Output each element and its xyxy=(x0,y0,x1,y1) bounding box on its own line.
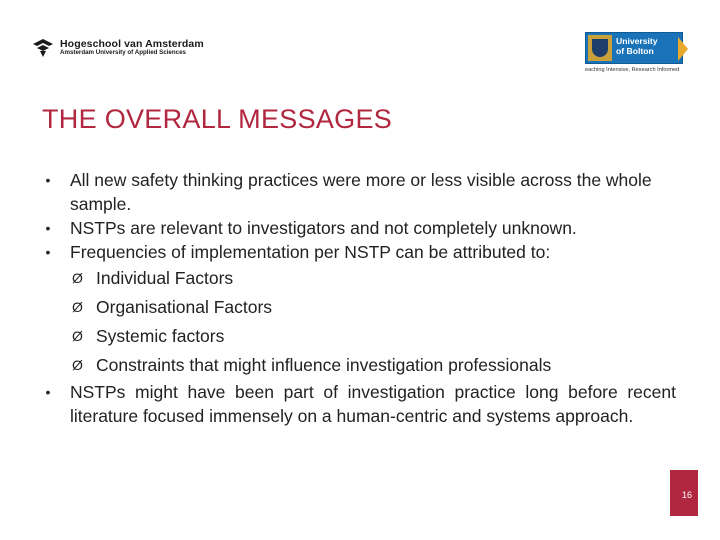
bullet-text: NSTPs might have been part of investigation practice long before recent literature focused immensely on a human-centric and systems approach. xyxy=(70,382,676,426)
hva-name: Hogeschool van Amsterdam xyxy=(60,38,204,51)
bolton-shield-icon xyxy=(588,35,612,61)
bolton-name-line2: of Bolton xyxy=(616,46,654,57)
bullet-item xyxy=(26,380,676,428)
bolton-name-line1: University xyxy=(616,36,658,46)
bullet-item xyxy=(26,168,676,216)
bullet-text: NSTPs are relevant to investigators and not completely unknown. xyxy=(70,218,577,238)
bullet-icon: • xyxy=(45,244,51,260)
arrow-bullet-icon: Ø xyxy=(72,328,83,344)
arrow-bullet-icon: Ø xyxy=(72,357,83,373)
hva-logo-text xyxy=(60,39,204,57)
sub-bullet-list xyxy=(26,264,676,380)
slide-content xyxy=(26,168,676,428)
bolton-name xyxy=(616,36,658,57)
bullet-icon: • xyxy=(45,172,51,188)
bolton-logo xyxy=(585,32,685,73)
hva-mark-icon xyxy=(32,38,54,58)
arrow-bullet-icon: Ø xyxy=(72,299,83,315)
hva-subtitle: Amsterdam University of Applied Sciences xyxy=(60,49,186,57)
sub-bullet-item xyxy=(26,322,676,351)
sub-bullet-item xyxy=(26,293,676,322)
arrow-bullet-icon: Ø xyxy=(72,270,83,286)
sub-bullet-item xyxy=(26,264,676,293)
sub-bullet-text: Individual Factors xyxy=(96,268,234,288)
page-number: 16 xyxy=(681,490,692,500)
bullet-item xyxy=(26,216,676,240)
slide-title: THE OVERALL MESSAGES xyxy=(42,104,393,134)
bullet-icon: • xyxy=(45,220,51,236)
bullet-text: All new safety thinking practices were more or less visible across the whole sample. xyxy=(70,170,652,214)
bolton-tagline: eaching Intensive, Research Informed xyxy=(585,67,680,73)
bullet-text: Frequencies of implementation per NSTP can be attributed to: xyxy=(70,242,551,262)
sub-bullet-text: Constraints that might influence investigation professionals xyxy=(96,355,552,375)
hva-logo xyxy=(32,38,204,58)
bolton-logo-box xyxy=(585,32,683,64)
sub-bullet-item xyxy=(26,351,676,380)
sub-bullet-text: Systemic factors xyxy=(96,326,225,346)
bolton-arrow-icon xyxy=(678,37,688,61)
bullet-icon: • xyxy=(45,384,51,400)
sub-bullet-text: Organisational Factors xyxy=(96,297,273,317)
bullet-item xyxy=(26,240,676,264)
